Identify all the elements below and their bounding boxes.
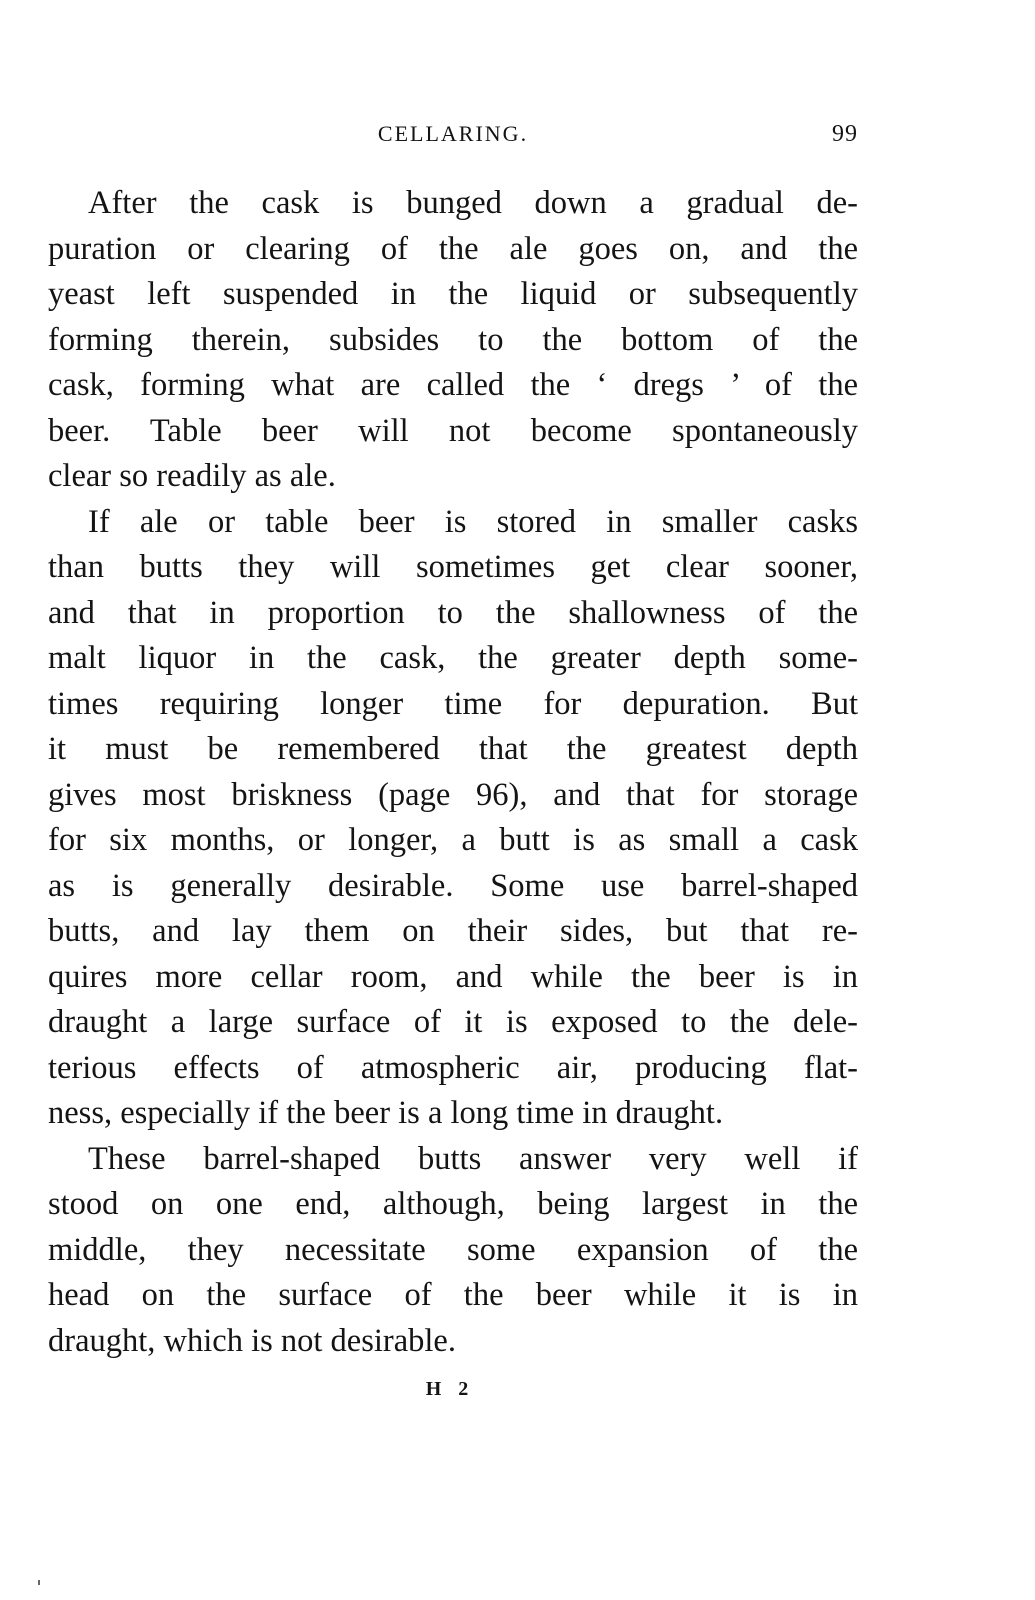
running-head <box>48 118 858 150</box>
text-line: than butts they will sometimes get clear sooner, <box>48 549 858 585</box>
text-line: butts, and lay them on their sides, but that re- <box>48 913 858 949</box>
text-line: yeast left suspended in the liquid or subsequently <box>48 276 858 312</box>
running-title: CELLARING. <box>377 121 529 146</box>
text-line: puration or clearing of the ale goes on, and the <box>48 231 858 267</box>
text-line: terious effects of atmospheric air, producing flat- <box>48 1050 858 1086</box>
text-line: beer. Table beer will not become spontaneously <box>48 413 858 449</box>
text-line: quires more cellar room, and while the beer is in <box>48 959 858 995</box>
signature-mark: H 2 <box>425 1378 475 1400</box>
text-line: it must be remembered that the greatest depth <box>48 731 858 767</box>
text-line: middle, they necessitate some expansion of the <box>48 1232 858 1268</box>
text-line: gives most briskness (page 96), and that for storage <box>48 777 858 813</box>
text-line: as is generally desirable. Some use barrel-shaped <box>48 868 858 904</box>
text-line: After the cask is bunged down a gradual de- <box>88 185 858 221</box>
text-line: forming therein, subsides to the bottom of the <box>48 322 858 358</box>
text-line: draught a large surface of it is exposed to the dele- <box>48 1004 858 1040</box>
page-number: 99 <box>832 121 858 147</box>
text-line: These barrel-shaped butts answer very well if <box>88 1141 858 1177</box>
text-line: If ale or table beer is stored in smaller casks <box>88 504 858 540</box>
scan-speck <box>38 1580 40 1585</box>
text-line: head on the surface of the beer while it is in <box>48 1277 858 1313</box>
text-line: times requiring longer time for depuration. But <box>48 686 858 722</box>
text-line: malt liquor in the cask, the greater depth some- <box>48 640 858 676</box>
text-line: and that in proportion to the shallowness of the <box>48 595 858 631</box>
text-line: clear so readily as ale. <box>48 458 336 494</box>
text-line: draught, which is not desirable. <box>48 1323 456 1359</box>
text-line: cask, forming what are called the ‘ dregs ’ of the <box>48 367 858 403</box>
text-line: for six months, or longer, a butt is as small a cask <box>48 822 858 858</box>
text-line: ness, especially if the beer is a long time in draught. <box>48 1095 724 1131</box>
text-line: stood on one end, although, being largest in the <box>48 1186 858 1222</box>
